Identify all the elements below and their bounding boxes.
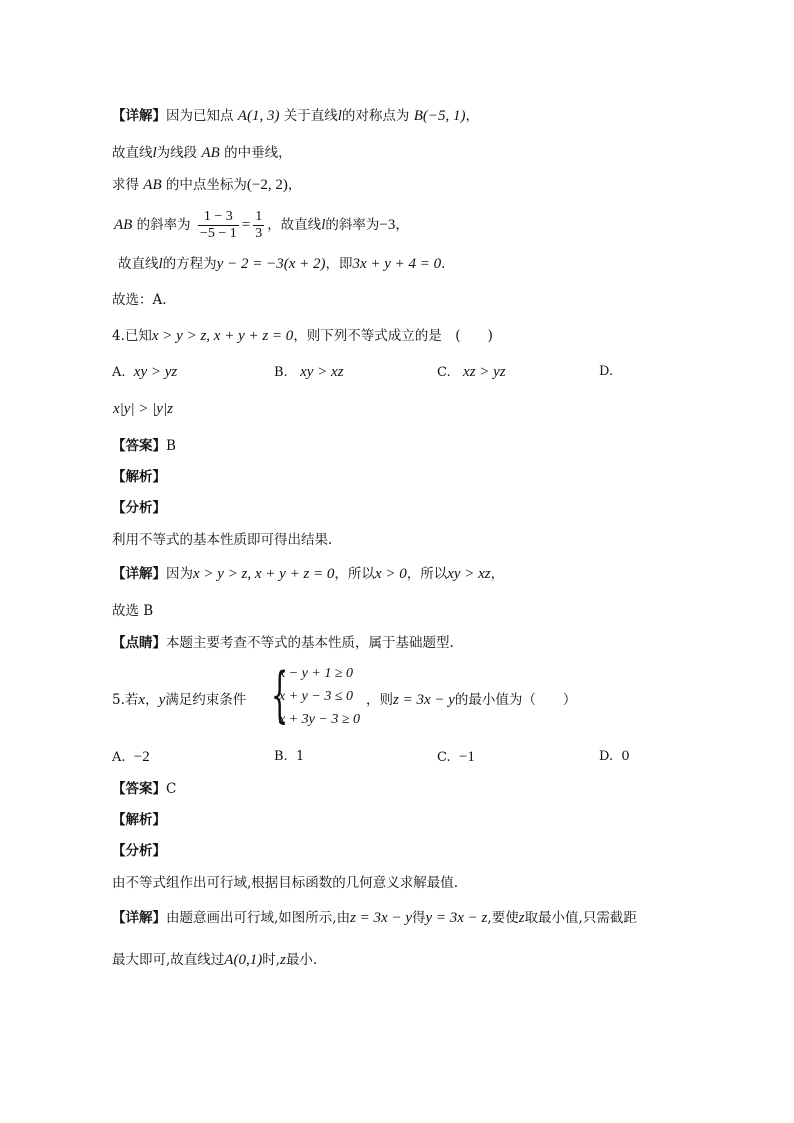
left-brace: { — [271, 660, 289, 730]
q4-stem: 4.已知x > y > z, x + y + z = 0，则下列不等式成立的是 ( ) — [112, 328, 493, 344]
slope-result-fraction: $\frac{1}{3}$ — [255, 209, 263, 241]
constraint-system — [271, 660, 371, 732]
constraint-3: x + 3y − 3 ≥ 0 — [279, 712, 361, 727]
choice-1: 故选：A. — [112, 292, 167, 308]
midpoint: (−2, 2) — [246, 177, 288, 193]
slope-fraction: $\frac{1 - 3}{-5 - 1}$ — [199, 209, 237, 241]
q4-detail: 【详解】因为x > y > z, x + y + z = 0，所以x > 0，所以xy > xz， — [112, 566, 505, 582]
math-point-b: B(−5, 1) — [413, 108, 466, 124]
q5-option-a: A. −2 — [112, 749, 150, 765]
constraint-1: x − y + 1 ≥ 0 — [279, 666, 354, 681]
line-equation-standard: 3x + y + 4 = 0 — [352, 256, 442, 272]
detail-tag: 【详解】 — [112, 108, 166, 124]
q4-option-d: D. — [599, 364, 614, 379]
q4-fenxi-tag: 【分析】 — [112, 500, 166, 516]
q5-detail-line-2: 最大即可,故直线过A(0,1)时,z最小. — [112, 952, 318, 968]
q5-stem-left: 5.若x，y满足约束条件 — [112, 692, 247, 708]
q5-fenxi: 由不等式组作出可行域,根据目标函数的几何意义求解最值. — [112, 875, 459, 891]
q4-choice: 故选 B — [112, 603, 154, 619]
detail-line-4: AB 的斜率为 $\frac{1 - 3}{-5 - 1}$ = $\frac{1}{3}$ ，故直线l的斜率为−3， — [114, 209, 409, 241]
q4-option-c: C. xz > yz — [437, 364, 506, 380]
q4-dianjing: 【点睛】本题主要考查不等式的基本性质，属于基础题型. — [112, 635, 454, 651]
detail-line-5: 故直线l的方程为y − 2 = −3(x + 2)，即3x + y + 4 = 0. — [118, 256, 446, 272]
q4-option-b: B. xy > xz — [274, 364, 344, 380]
detail-line-3: 求得 AB 的中点坐标为(−2, 2)， — [112, 177, 302, 193]
detail-line-2: 故直线l为线段 AB 的中垂线， — [112, 145, 292, 161]
q5-analysis-tag: 【解析】 — [112, 812, 166, 828]
q5-stem-right: ，则z = 3x − y的最小值为（ ） — [366, 692, 577, 708]
q4-answer: 【答案】B — [112, 438, 176, 454]
q5-option-c: C. −1 — [437, 749, 475, 765]
q4-fenxi: 利用不等式的基本性质即可得出结果. — [112, 532, 333, 548]
q5-answer: 【答案】C — [112, 781, 177, 797]
q5-option-d: D. 0 — [599, 749, 630, 764]
q4-option-d-expr: x|y| > |y|z — [113, 401, 173, 417]
q5-fenxi-tag: 【分析】 — [112, 843, 166, 859]
q4-analysis-tag: 【解析】 — [112, 469, 166, 485]
line-equation: y − 2 = −3(x + 2) — [216, 256, 326, 272]
q4-option-a: A. xy > yz — [112, 364, 178, 380]
math-point-a: A(1, 3) — [237, 108, 280, 124]
q5-detail-line-1: 【详解】由题意画出可行域,如图所示,由z = 3x − y得y = 3x − z,要使z取最小值,只需截距 — [112, 910, 637, 926]
constraint-2: x + y − 3 ≤ 0 — [279, 689, 354, 704]
detail-line-1: 【详解】因为已知点 A(1, 3) 关于直线l的对称点为 B(−5, 1)， — [112, 108, 479, 124]
q5-option-b: B. 1 — [274, 749, 305, 764]
